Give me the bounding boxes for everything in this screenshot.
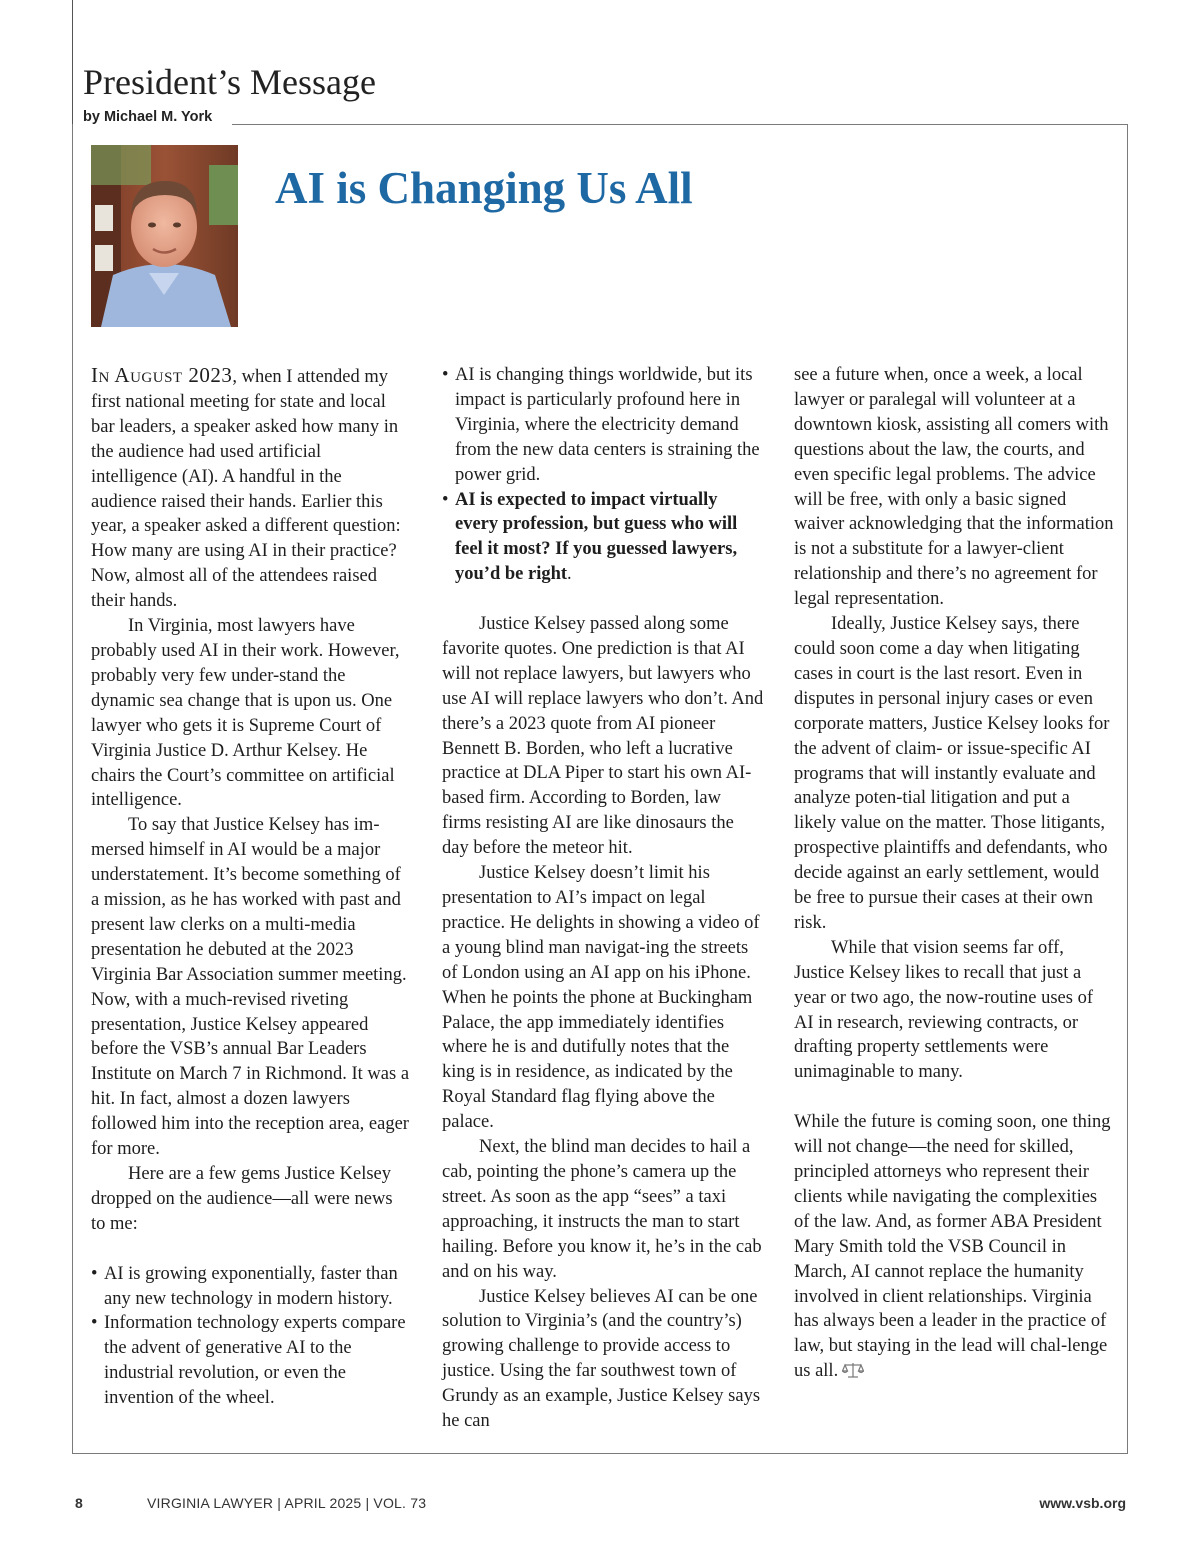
paragraph: Justice Kelsey passed along some favorite quotes. One prediction is that AI will not replace lawyers, but lawyers who use AI will replace lawyers who don’t. And there’s a 2023 quote from AI pioneer Bennett B. Borden, who left a lucrative practice at DLA Piper to start his own AI-based firm. According to Borden, law firms resisting AI are like dinosaurs the day before the meteor hit. [442,614,764,859]
list-item [442,488,764,588]
article-headline: AI is Changing Us All [275,163,693,213]
paragraph-text: , when I attended my first national meeting for state and local bar leaders, a speaker asked how many in the audience had used artificial intelligence (AI). A handful in the audience raised their hands. Earlier this year, a speaker asked a different question: How many are using AI in their practice? Now, almost all of the attendees raised their hands. [91,367,401,612]
article-column-1 [91,363,411,1411]
paragraph [794,1110,1114,1387]
bullet-list [91,1262,411,1411]
paragraph: While that vision seems far off, Justice Kelsey likes to recall that just a year or two ago, the now-routine uses of AI in research, reviewing contracts, or drafting property settlements were unimaginable to many. [794,937,1093,1083]
paragraph: see a future when, once a week, a local lawyer or paralegal will volunteer at a downtown kiosk, assisting all comers with questions about the law, the courts, and even specific legal problems. The advice will be free, with only a basic signed waiver acknowledging that the information is not a substitute for a lawyer-client relationship and there’s no agreement for legal representation. [794,365,1114,610]
lead-in: In August 2023 [91,363,233,387]
spacer [794,1085,1114,1110]
list-item: • Information technology experts compare the advent of generative AI to the industrial revolution, or even the invention of the wheel. [91,1311,411,1411]
byline: by Michael M. York [83,109,213,125]
section-title: President’s Message [83,62,376,102]
list-item: • AI is growing exponentially, faster than any new technology in modern history. [91,1262,411,1312]
bullet-list [442,363,764,587]
paragraph: Justice Kelsey believes AI can be one solution to Virginia’s (and the country’s) growing challenge to provide access to justice. Using the far southwest town of Grundy as an example, Justice Kelsey says he can [442,1286,761,1432]
site-url[interactable]: www.vsb.org [1039,1495,1126,1511]
paragraph-text: While the future is coming soon, one thing will not change—the need for skilled, principled attorneys who represent their clients while navigating the complexities of the law. And, as former ABA President Mary Smith told the VSB Council in March, AI cannot replace the humanity involved in client relationships. Virginia has always been a leader in the practice of law, but staying in the lead will chal-lenge us all. [794,1112,1111,1382]
scales-of-justice-icon [842,1361,864,1387]
list-item: • AI is changing things worldwide, but its impact is particularly profound here in Virginia, where the electricity demand from the new data centers is straining the power grid. [442,363,764,488]
paragraph: Justice Kelsey doesn’t limit his presentation to AI’s impact on legal practice. He delights in showing a video of a young blind man navigat-ing the streets of London using an AI app on his iPhone. When he points the phone at Buckingham Palace, the app immediately identifies where he is and dutifully notes that the king is in residence, as indicated by the Royal Standard flag flying above the palace. [442,863,760,1133]
paragraph: In Virginia, most lawyers have probably used AI in their work. However, probably very few under-stand the dynamic sea change that is upon us. One lawyer who gets it is Supreme Court of Virginia Justice D. Arthur Kelsey. He chairs the Court’s committee on artificial intelligence. [91,616,400,811]
spacer [91,1237,411,1262]
publication-info: VIRGINIA LAWYER | APRIL 2025 | VOL. 73 [147,1495,427,1511]
paragraph: To say that Justice Kelsey has im-mersed himself in AI would be a major understatement. It’s become something of a mission, as he has worked with past and present law clerks on a multi-media presentation he debuted at the 2023 Virginia Bar Association summer meeting. Now, with a much-revised riveting presentation, Justice Kelsey appeared before the VSB’s annual Bar Leaders Institute on March 7 in Richmond. It was a hit. In fact, almost a dozen lawyers followed him into the reception area, eager for more. [91,815,410,1160]
bold-text: AI is expected to impact virtually every profession, but guess who will feel it most? If you guessed lawyers, you’d be right [455,489,738,585]
paragraph: Ideally, Justice Kelsey says, there could soon come a day when litigating cases in court is the last resort. Even in disputes in personal injury cases or even corporate matters, Justice Kelsey looks for the advent of claim- or issue-specific AI programs that will instantly evaluate and analyze poten-tial litigation and put a likely value on the matter. Those litigants, prospective plaintiffs and defendants, who decide against an early settlement, would be free to pursue their cases at their own risk. [794,614,1110,933]
paragraph: Next, the blind man decides to hail a cab, pointing the phone’s camera up the street. As soon as the app “sees” a taxi approaching, it instructs the man to start hailing. Before you know it, he’s in the cab and on his way. [442,1137,762,1282]
left-vertical-rule [72,0,73,124]
article-column-3 [794,363,1114,1387]
author-photo [91,145,238,327]
article-column-2 [442,363,764,1434]
paragraph [91,363,411,614]
spacer [442,587,764,612]
list-item-end: . [567,564,572,585]
paragraph: Here are a few gems Justice Kelsey dropped on the audience—all were news to me: [91,1164,393,1234]
page-number: 8 [75,1495,83,1511]
